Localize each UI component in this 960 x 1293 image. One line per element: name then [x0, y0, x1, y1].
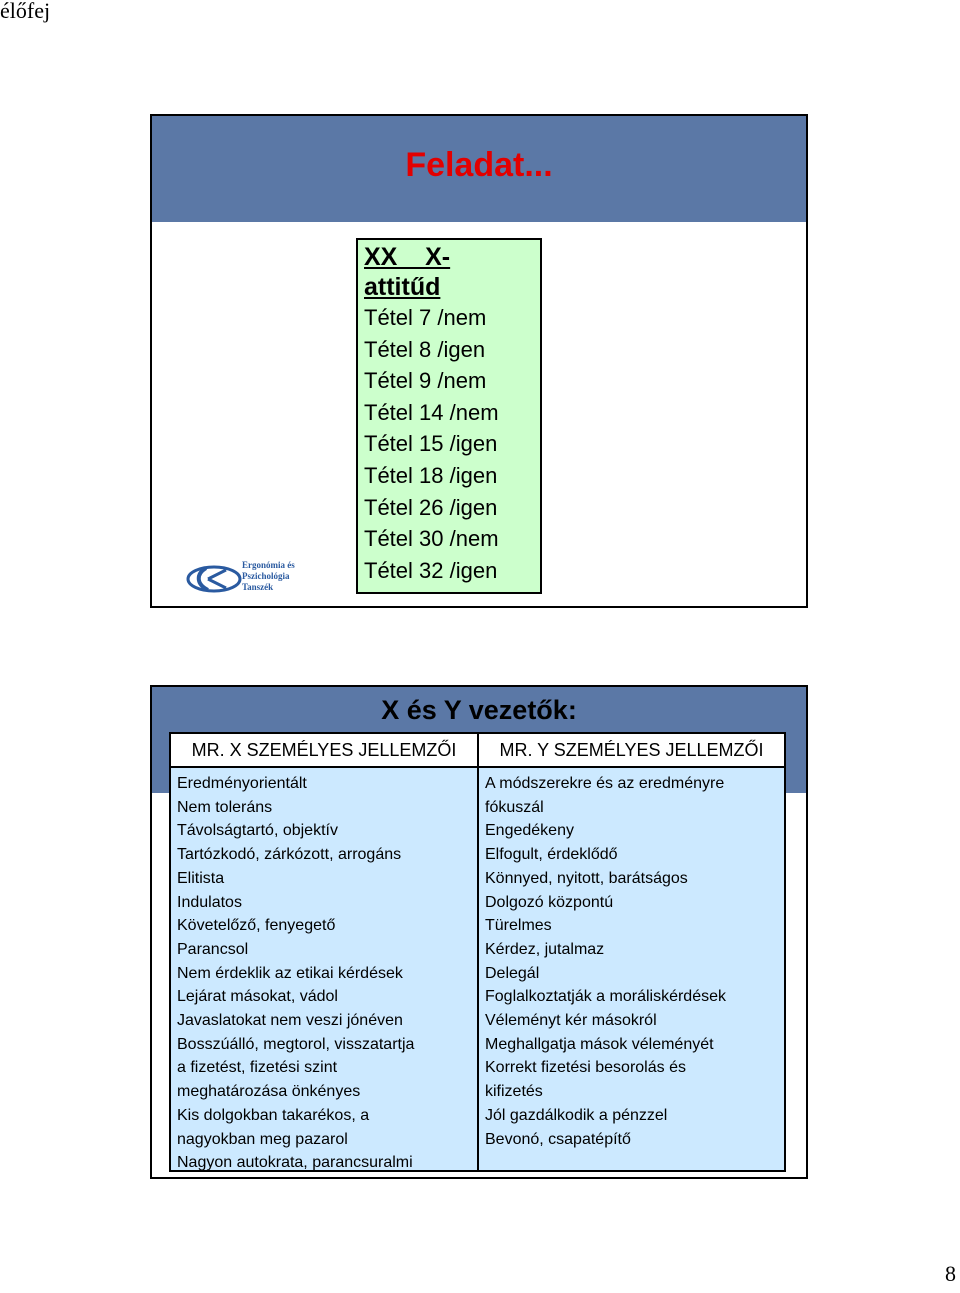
mr-y-column [479, 734, 784, 1170]
mr-x-trait: Nagyon autokrata, parancsuralmi [177, 1154, 413, 1172]
mr-y-trait: Korrekt fizetési besorolás és [485, 1059, 686, 1077]
mr-y-trait: Foglalkoztatják a moráliskérdések [485, 988, 726, 1006]
attitude-item: Tétel 9 /nem [364, 368, 487, 394]
attitude-item: Tétel 18 /igen [364, 462, 498, 488]
logo-text-line: Tanszék [242, 582, 274, 592]
slide-title: X és Y vezetők: [381, 695, 577, 725]
mr-x-trait: Elitista [177, 869, 225, 887]
mr-x-trait: Követelőző, fenyegető [177, 917, 336, 935]
attitude-item: Tétel 26 /igen [364, 494, 498, 520]
mr-x-trait: Bosszúálló, megtorol, visszatartja [177, 1035, 415, 1053]
slide-title: Feladat... [405, 146, 553, 184]
mr-x-trait: Tartózkodó, zárkózott, arrogáns [177, 846, 402, 864]
logo-text-line: Ergonómia és [242, 560, 295, 570]
mr-y-trait: fókuszál [485, 798, 544, 816]
mr-y-trait: Dolgozó központú [485, 893, 614, 911]
mr-x-trait: Kis dolgokban takarékos, a [177, 1106, 370, 1124]
attitude-item: Tétel 32 /igen [364, 557, 498, 583]
comparison-table [169, 732, 786, 1172]
slide-task [150, 114, 808, 608]
mr-x-trait: Nem érdeklik az etikai kérdések [177, 964, 403, 982]
mr-y-header: MR. Y SZEMÉLYES JELLEMZŐI [479, 734, 784, 768]
mr-x-header: MR. X SZEMÉLYES JELLEMZŐI [171, 734, 477, 768]
mr-y-trait: Delegál [485, 964, 540, 982]
department-logo [186, 560, 306, 596]
attitude-item: Tétel 30 /nem [364, 526, 499, 552]
slide-x-y-leaders [150, 685, 808, 1179]
mr-y-trait: kifizetés [485, 1083, 543, 1101]
mr-x-trait: Távolságtartó, objektív [177, 822, 338, 840]
logo-text-line: Pszichológia [242, 571, 290, 581]
mr-y-trait: Bevonó, csapatépítő [485, 1130, 631, 1148]
page-header: élőfej [0, 0, 51, 23]
mr-x-trait: nagyokban meg pazarol [177, 1130, 348, 1148]
mr-y-trait: Engedékeny [485, 822, 574, 840]
x-attitude-box [356, 238, 542, 594]
mr-y-trait: Könnyed, nyitott, barátságos [485, 869, 688, 887]
x-attitude-title: XX X- attitűd [364, 243, 451, 301]
mr-x-trait: Lejárat másokat, vádol [177, 988, 338, 1006]
mr-y-trait: Türelmes [485, 917, 552, 935]
mr-x-trait: Nem toleráns [177, 798, 273, 816]
mr-x-trait: a fizetést, fizetési szint [177, 1059, 338, 1077]
mr-x-trait: meghatározása önkényes [177, 1083, 361, 1101]
attitude-item: Tétel 7 /nem [364, 305, 487, 330]
mr-x-trait: Parancsol [177, 940, 249, 958]
mr-y-trait: Meghallgatja mások véleményét [485, 1035, 714, 1053]
mr-y-trait: Kérdez, jutalmaz [485, 940, 605, 958]
page-number: 8 [945, 1261, 956, 1286]
attitude-item: Tétel 8 /igen [364, 336, 486, 362]
mr-y-trait: Jól gazdálkodik a pénzzel [485, 1106, 668, 1124]
logo-mark-icon [186, 564, 242, 594]
mr-x-trait: Javaslatokat nem veszi jónéven [177, 1012, 403, 1030]
mr-y-trait: Véleményt kér másokról [485, 1012, 657, 1030]
mr-y-trait: Elfogult, érdeklődő [485, 846, 618, 864]
attitude-item: Tétel 15 /igen [364, 431, 498, 457]
mr-y-trait: A módszerekre és az eredményre [485, 775, 725, 792]
attitude-item: Tétel 14 /nem [364, 399, 499, 425]
mr-x-trait: Indulatos [177, 893, 242, 911]
mr-x-trait: Eredményorientált [177, 775, 307, 792]
mr-x-column [171, 734, 479, 1170]
